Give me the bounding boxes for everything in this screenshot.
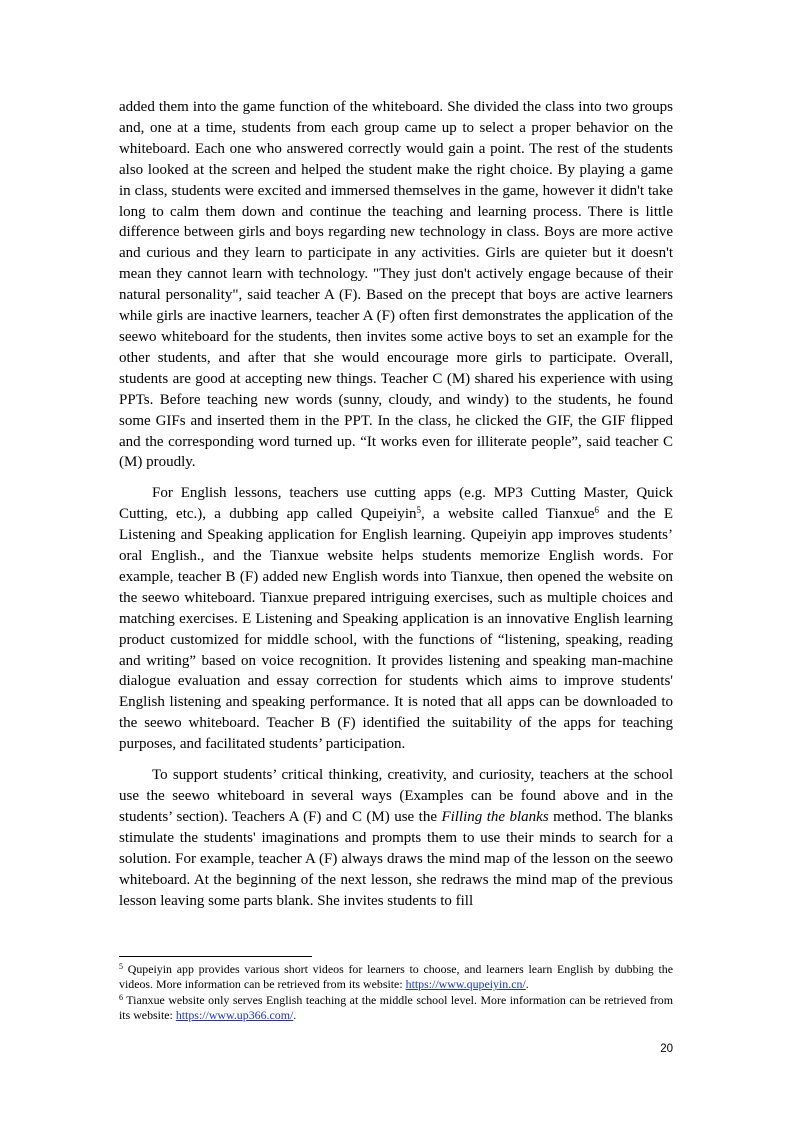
main-text (119, 97, 673, 911)
footnote-5-mark: 5 (119, 962, 123, 971)
paragraph-1: added them into the game function of the whiteboard. She divided the class into two groups and, one at a time, students from each group came up to select a proper behavior on the whiteboard. Each one who answered correctly would gain a point. The rest of the students also looked at the screen and helped the student make the right choice. By playing a game in class, students were excited and immersed themselves in the game, however it didn't take long to calm them down and continue the teaching and learning process. There is little difference between girls and boys regarding new technology in class. Boys are more active and curious and they learn to participate in any activities. Girls are quieter but it doesn't mean they cannot learn with technology. "They just don't actively engage because of their natural personality", said teacher A (F). Based on the precept that boys are active learners while girls are inactive learners, teacher A (F) often first demonstrates the application of the seewo whiteboard for the students, then invites some active boys to set an example for the other students, and after that she would encourage more girls to participate. Overall, students are good at accepting new things. Teacher C (M) shared his experience with using PPTs. Before teaching new words (sunny, cloudy, and windy) to the students, he found some GIFs and inserted them in the PPT. In the class, he clicked the GIF, the GIF flipped and the corresponding word turned up. “It works even for illiterate people”, said teacher C (M) proudly. (119, 99, 673, 471)
footnote-5-text: Qupeiyin app provides various short videos for learners to choose, and learners learn English by dubbing the videos. More information can be retrieved from its website: (119, 962, 673, 992)
footnote-5 (119, 962, 673, 993)
footnote-separator (119, 956, 312, 957)
footnote-6-text: Tianxue website only serves English teaching at the middle school level. More information can be retrieved from its website: (119, 992, 673, 1023)
paragraph-2-text-a: For English lessons, teachers use cutting apps (e.g. MP3 Cutting Master, Quick Cutting, etc.), a dubbing app called Qupeiyin (119, 485, 673, 523)
paragraph-3-text-a: To support students’ critical thinking, creativity, and curiosity, teachers at the school use the seewo whiteboard in several ways (Examples can be found above and in the students’ section). Teachers A (F) and C (M) use the (119, 767, 673, 825)
footnote-6-mark: 6 (119, 992, 123, 1002)
paragraph-3-text-b: method. The blanks stimulate the students' imaginations and prompts them to use their minds to search for a solution. For example, teacher A (F) always draws the mind map of the lesson on the seewo whiteboard. At the beginning of the next lesson, she redraws the mind map of the previous lesson leaving some parts blank. She invites students to fill (119, 808, 673, 909)
paragraph-2-text-c: and the E Listening and Speaking application for English learning. Qupeiyin app improves students’ oral English., and the Tianxue website helps students memorize English words. For example, teacher B (F) added new English words into Tianxue, then opened the website on the seewo whiteboard. Tianxue prepared intriguing exercises, such as multiple choices and matching exercises. E Listening and Speaking application is an innovative English learning product customized for middle school, with the functions of “listening, speaking, reading and writing” based on voice recognition. It provides listening and speaking man-machine dialogue evaluation and essay correction for students which aims to improve students' English listening and speaking performance. It is noted that all apps can be downloaded to the seewo whiteboard. Teacher B (F) identified the suitability of the apps for teaching purposes, and facilitated students’ participation. (119, 506, 673, 753)
footnote-6 (119, 993, 673, 1024)
paragraph-3-method-name: Filling the blanks (441, 808, 549, 825)
qupeiyin-link[interactable]: https://www.qupeiyin.cn/ (405, 977, 526, 992)
paragraph-2 (119, 483, 673, 755)
footnotes (119, 962, 673, 1024)
footnote-ref-6[interactable]: 6 (594, 505, 600, 516)
paragraph-3 (119, 765, 673, 911)
footnote-5-end: . (525, 977, 529, 992)
footnote-6-end: . (293, 1008, 297, 1023)
footnote-ref-5[interactable]: 5 (416, 505, 422, 516)
page-number: 20 (660, 1043, 673, 1055)
paragraph-2-text-b: , a website called Tianxue (421, 506, 595, 523)
up366-link[interactable]: https://www.up366.com/ (175, 1008, 294, 1023)
